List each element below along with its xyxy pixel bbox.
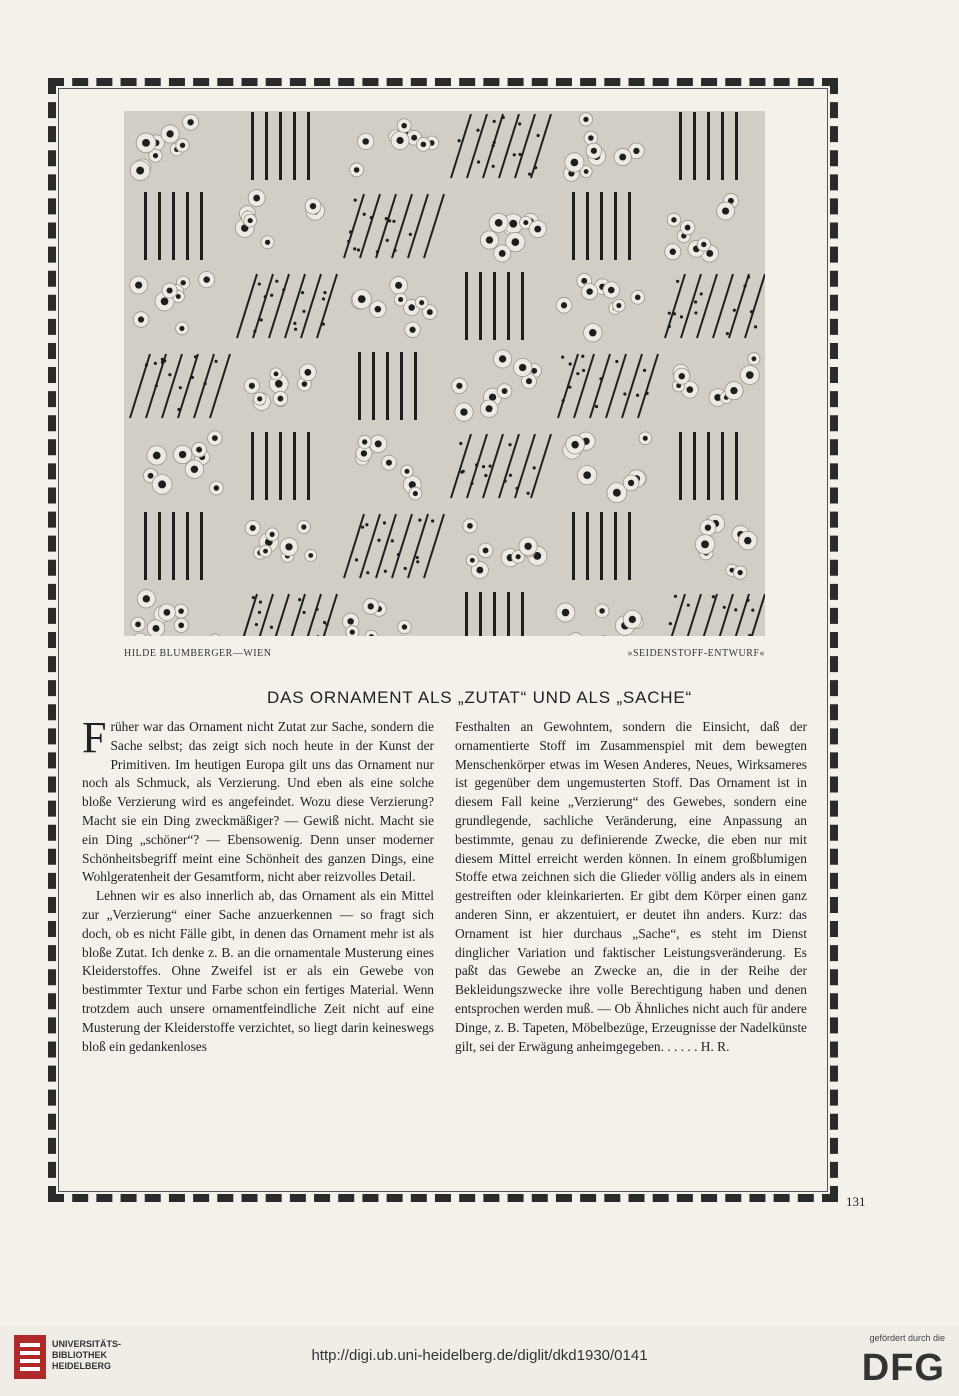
article-column-left — [82, 713, 434, 1056]
article-column-right — [455, 718, 807, 1056]
permalink-url[interactable]: http://digi.ub.uni-heidelberg.de/diglit/dkd1930/0141 — [311, 1347, 648, 1364]
plate-caption-title: »SEIDENSTOFF-ENTWURF« — [627, 648, 765, 659]
dfg-logo: DFG — [861, 1347, 945, 1389]
funding-note: gefördert durch die — [869, 1333, 945, 1343]
paragraph — [82, 713, 434, 887]
paragraph-text: rüher war das Ornament nicht Zutat zur Sache, sondern die Sache selbst; das zeigt sich noch heute in der Kunst der Primitiven. Im heutigen Europa gilt uns das Ornament nur noch als Schmuck, als Verzierung. Und eben als eine solche bloße Verzierung wird es angefeindet. Wozu diese Verzierung? Macht sie ein Ding zweckmäßiger? — Gewiß nicht. Macht sie ein Ding „schöner“? — Ebensowenig. Denn unser moderner Schönheitsbegriff meint eine Schönheit des ganzen Dings, eine Wohlgeratenheit der Gesamtform, nicht aber reizvolles Detail. — [82, 719, 434, 885]
drop-cap: F — [82, 713, 107, 762]
page-number: 131 — [846, 1194, 866, 1209]
silk-fabric-design-plate — [124, 111, 765, 636]
library-name-line: HEIDELBERG — [52, 1361, 112, 1371]
library-name-line: BIBLIOTHEK — [52, 1350, 107, 1360]
plate-caption-artist: HILDE BLUMBERGER—WIEN — [124, 648, 272, 659]
fabric-pattern-image — [124, 111, 765, 636]
digitization-footer — [0, 1325, 959, 1396]
article-title: DAS ORNAMENT ALS „ZUTAT“ UND ALS „SACHE“ — [267, 688, 692, 707]
paragraph: Lehnen wir es also innerlich ab, das Ornament als ein Mittel zur „Verzierung“ einer Sache anzuerkennen — so fragt sich doch, ob es nicht Fälle gibt, in denen das Ornament mehr ist als bloße Zutat. Ich denke z. B. an die ornamentale Musterung eines Kleiderstoffes. Ohne Zweifel ist er als ein Gewebe von bestimmter Textur und Farbe schon ein fertiges Material. Wenn trotzdem auch unsere ornamentfeindliche Zeit nicht auf eine Musterung der Kleiderstoffe verzichtet, so liegt darin keineswegs bloß ein gedankenloses — [82, 888, 434, 1054]
library-name-line: UNIVERSITÄTS- — [52, 1339, 122, 1349]
paragraph: Festhalten an Gewohntem, sondern die Einsicht, daß der ornamentierte Stoff im Zusammenspiel mit dem bewegten Menschenkörper etwas im Wesen Anderes, Neues, Wirksameres ist gegenüber dem ungemusterten Stoff. Das Ornament ist in diesem Fall keine „Verzierung“ des Gewebes, sondern eine grundlegende, sachliche Veränderung, eine Anpassung an bestimmte, genau zu definierende Zwecke, die eben nur mit diesem Mittel erreicht werden können. In einem großblumigen Stoffe etwa zeichnen sich die Glieder völlig anders als in einem gestreiften oder kleinkarierten. Er gibt dem Körper einen ganz anderen Sinn, er akzentuiert, er deutet ihn anders. Kurz: das Ornament ist hier durchaus „Sache“, es steht im Dienst dinglicher Variation und faktischer Leistungsveränderung. Es paßt das Gewebe an Zwecke an, die in der Reihe der Bekleidungszwecke ihre volle Berechtigung haben und denen entsprochen werden muß. — Ob Ähnliches nicht auch für andere Dinge, z. B. Tapeten, Möbelbezüge, Erzeugnisse der Nadelkünste gilt, sei der Erwägung anheimgegeben. . . . . . H. R. — [455, 719, 807, 1054]
